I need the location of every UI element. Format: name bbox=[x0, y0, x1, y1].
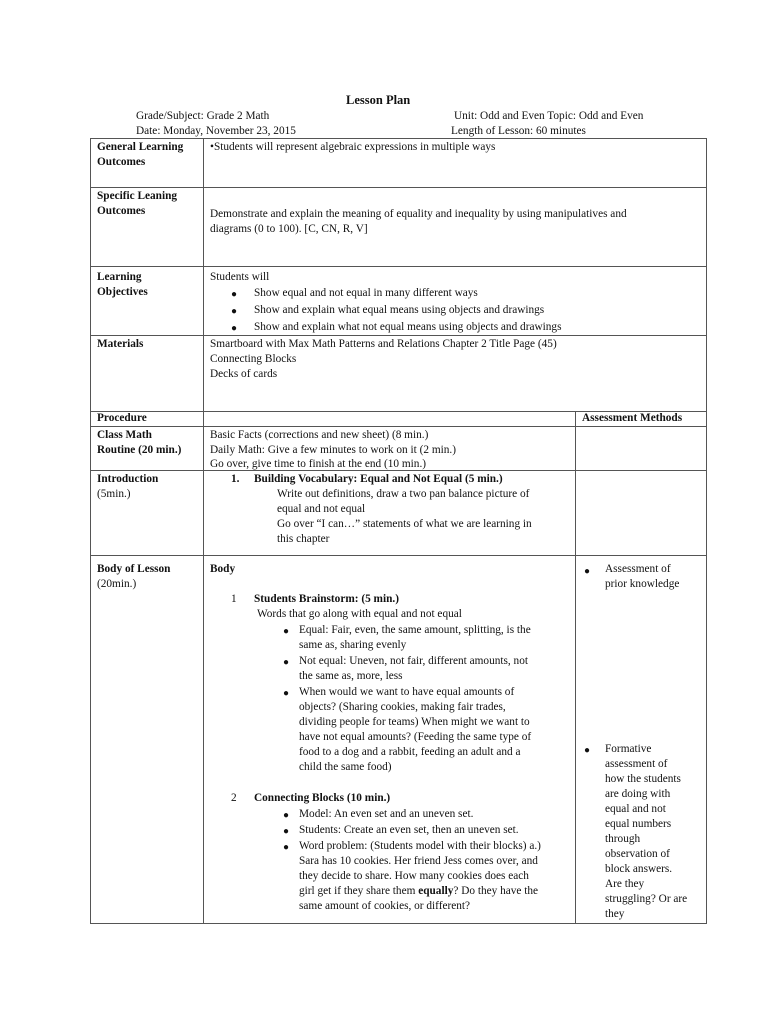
lesson-length: Length of Lesson: 60 minutes bbox=[451, 125, 586, 137]
routine-line: Basic Facts (corrections and new sheet) (8 min.) bbox=[210, 429, 429, 441]
general-outcomes-label: General Learning bbox=[97, 141, 184, 153]
brainstorm-item: Equal: Fair, even, the same amount, splitting, is the bbox=[299, 624, 531, 636]
specific-outcomes-label: Specific Leaning bbox=[97, 190, 178, 202]
routine-label: Class Math bbox=[97, 429, 152, 441]
bullet-icon: ● bbox=[283, 810, 290, 821]
introduction-number: 1. bbox=[231, 473, 240, 485]
step-number: 1 bbox=[231, 593, 237, 605]
objectives-intro: Students will bbox=[210, 271, 270, 283]
materials-line: Connecting Blocks bbox=[210, 353, 297, 365]
brainstorm-item: the same as, more, less bbox=[299, 670, 403, 682]
assessment-item: observation of bbox=[605, 848, 670, 860]
assessment-item: block answers. bbox=[605, 863, 673, 875]
bold-word: equally bbox=[418, 885, 454, 897]
specific-outcomes-line-2: diagrams (0 to 100). [C, CN, R, V] bbox=[210, 223, 368, 235]
bullet-icon: ● bbox=[283, 626, 290, 637]
bullet-icon: ● bbox=[283, 842, 290, 853]
brainstorm-item: child the same food) bbox=[299, 761, 392, 773]
brainstorm-item: food to a dog and a rabbit, feeding an adult and a bbox=[299, 746, 521, 758]
general-outcomes-text: •Students will represent algebraic expressions in multiple ways bbox=[210, 141, 496, 153]
connecting-blocks-heading: Connecting Blocks (10 min.) bbox=[254, 792, 391, 804]
assessment-item: Formative bbox=[605, 743, 652, 755]
bullet-icon: ● bbox=[283, 826, 290, 837]
blocks-item: Sara has 10 cookies. Her friend Jess comes over, and bbox=[299, 855, 538, 867]
bullet-icon: ● bbox=[584, 745, 591, 756]
unit-topic: Unit: Odd and Even Topic: Odd and Even bbox=[454, 110, 644, 122]
assessment-item: equal and not bbox=[605, 803, 666, 815]
bullet-icon: ● bbox=[231, 323, 238, 334]
step-number: 2 bbox=[231, 792, 237, 804]
assessment-item: struggling? Or are bbox=[605, 893, 688, 905]
body-heading: Body bbox=[210, 563, 236, 575]
brainstorm-heading: Students Brainstorm: (5 min.) bbox=[254, 593, 399, 605]
text-run: girl get if they share them bbox=[299, 885, 419, 897]
introduction-label: Introduction bbox=[97, 473, 159, 485]
blocks-item: Model: An even set and an uneven set. bbox=[299, 808, 474, 820]
assessment-item: equal numbers bbox=[605, 818, 672, 830]
assessment-item: are doing with bbox=[605, 788, 671, 800]
bullet-icon: ● bbox=[231, 289, 238, 300]
introduction-time: (5min.) bbox=[97, 488, 131, 500]
bullet-icon: ● bbox=[231, 306, 238, 317]
objectives-label-2: Objectives bbox=[97, 286, 148, 298]
objectives-label: Learning bbox=[97, 271, 142, 283]
brainstorm-item: dividing people for teams) When might we want to bbox=[299, 716, 530, 728]
assessment-methods-label: Assessment Methods bbox=[582, 412, 683, 424]
brainstorm-item: same as, sharing evenly bbox=[299, 639, 407, 651]
objective-item: Show and explain what equal means using objects and drawings bbox=[254, 304, 545, 316]
assessment-item: they bbox=[605, 908, 625, 920]
procedure-label: Procedure bbox=[97, 412, 147, 424]
lesson-date: Date: Monday, November 23, 2015 bbox=[136, 125, 296, 137]
blocks-item: Word problem: (Students model with their blocks) a.) bbox=[299, 840, 541, 852]
brainstorm-item: Not equal: Uneven, not fair, different amounts, not bbox=[299, 655, 528, 667]
introduction-line: Write out definitions, draw a two pan balance picture of bbox=[277, 488, 530, 500]
page-title: Lesson Plan bbox=[346, 93, 411, 107]
materials-label: Materials bbox=[97, 338, 144, 350]
specific-outcomes-label-2: Outcomes bbox=[97, 205, 146, 217]
bullet-icon: ● bbox=[283, 688, 290, 699]
blocks-item: same amount of cookies, or different? bbox=[299, 900, 471, 912]
objective-item: Show equal and not equal in many different ways bbox=[254, 287, 478, 299]
assessment-item: Assessment of bbox=[605, 563, 671, 575]
bullet-icon: ● bbox=[584, 566, 591, 577]
objective-item: Show and explain what not equal means using objects and drawings bbox=[254, 321, 562, 333]
introduction-line: this chapter bbox=[277, 533, 330, 545]
grade-subject: Grade/Subject: Grade 2 Math bbox=[136, 110, 270, 122]
assessment-item: Are they bbox=[605, 878, 645, 890]
general-outcomes-label-2: Outcomes bbox=[97, 156, 146, 168]
introduction-line: equal and not equal bbox=[277, 503, 366, 515]
text-run: ? Do they have the bbox=[453, 885, 539, 897]
brainstorm-item: objects? (Sharing cookies, making fair trades, bbox=[299, 701, 506, 713]
introduction-line: Go over “I can…” statements of what we are learning in bbox=[277, 518, 532, 530]
brainstorm-item: have not equal amounts? (Feeding the same type of bbox=[299, 731, 532, 743]
brainstorm-intro: Words that go along with equal and not equal bbox=[257, 608, 462, 620]
routine-line: Go over, give time to finish at the end (10 min.) bbox=[210, 458, 427, 470]
brainstorm-item: When would we want to have equal amounts of bbox=[299, 686, 515, 698]
assessment-item: through bbox=[605, 833, 641, 845]
assessment-item: how the students bbox=[605, 773, 681, 785]
assessment-item: prior knowledge bbox=[605, 578, 680, 590]
introduction-heading: Building Vocabulary: Equal and Not Equal (5 min.) bbox=[254, 473, 503, 485]
materials-line: Decks of cards bbox=[210, 368, 278, 380]
routine-label-2: Routine (20 min.) bbox=[97, 444, 182, 456]
materials-line: Smartboard with Max Math Patterns and Relations Chapter 2 Title Page (45) bbox=[210, 338, 557, 350]
blocks-item bbox=[299, 885, 538, 897]
blocks-item: Students: Create an even set, then an uneven set. bbox=[299, 824, 519, 836]
specific-outcomes-line-1: Demonstrate and explain the meaning of equality and inequality by using manipulatives and bbox=[210, 208, 627, 220]
routine-line: Daily Math: Give a few minutes to work on it (2 min.) bbox=[210, 444, 456, 456]
body-time: (20min.) bbox=[97, 578, 137, 590]
blocks-item: they decide to share. How many cookies does each bbox=[299, 870, 529, 882]
body-label: Body of Lesson bbox=[97, 563, 171, 575]
bullet-icon: ● bbox=[283, 657, 290, 668]
assessment-item: assessment of bbox=[605, 758, 668, 770]
